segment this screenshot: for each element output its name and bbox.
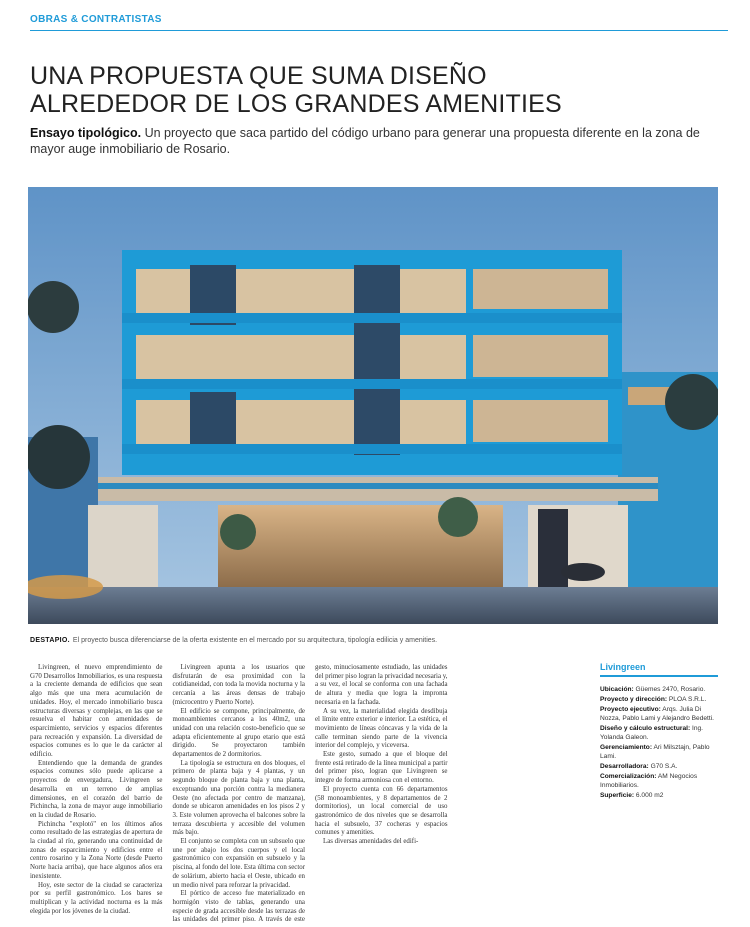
fact-label: Ubicación: [600, 686, 634, 693]
fact-label: Gerenciamiento: [600, 744, 653, 751]
section-tag: OBRAS & CONTRATISTAS [30, 14, 162, 25]
caption-text: El proyecto busca diferenciarse de la oferta existente en el mercado por su arquitectura, tipología edilicia y amenities. [72, 637, 438, 644]
fact-surface [600, 791, 718, 800]
fact-value: Ing. Yolanda Galeon. [600, 725, 703, 741]
fact-developer [600, 762, 718, 771]
headline-line-1: UNA PROPUESTA QUE SUMA DISEÑO [30, 62, 487, 90]
fact-project-direction [600, 695, 718, 704]
headline-line-2: ALREDEDOR DE LOS GRANDES AMENITIES [30, 90, 562, 118]
body-paragraph: La tipología se estructura en dos bloques, el primero de planta baja y 4 plantas, y un segundo bloque de planta baja y una planta, exceptuando una porción contra la medianera Oeste (no afectada por centro de manzana), donde se ubicaron amenidades en los pisos 2 y 3. Este volumen aprovecha el balcones sobre la terraza descubierta y accesible del volumen más bajo. [172, 759, 305, 837]
fact-structural-design [600, 724, 718, 742]
fact-label: Superficie: [600, 792, 635, 799]
fact-sales [600, 772, 718, 790]
body-paragraph: El proyecto cuenta con 66 departamentos (58 monoambientes, y 8 departamentos de 2 dormitorios), un local comercial de uso gastronómico de dos niveles que se desarrolla hacia el subsuelo, 37 cocheras y espacios comunes y amenities. [315, 785, 448, 837]
body-paragraph: El edificio se compone, principalmente, de monoambientes cercanos a los 40m2, una unidad con una relación costo-beneficio que se adapta eficientemente al grupo etario que está dirigido. Se proyectaron también departamentos de 2 dormitorios. [172, 707, 305, 759]
body-paragraph: Livingreen apunta a los usuarios que disfrutarán de esa proximidad con la cotidianeidad, con toda la movida nocturna y la cercanía a las áreas densas de trabajo (microcentro y Puerto Norte). [172, 664, 305, 706]
caption-label: DESTAPIO. [30, 637, 70, 644]
fact-executive-project [600, 705, 718, 723]
body-paragraph: Las diversas amenidades del edifi- [323, 838, 419, 846]
body-paragraph: El pórtico de acceso fue materializado en hormigón visto de tablas, generando una especie de grada accesible desde las terrazas de las unidades del primer piso. A través de este gesto, minuciosamente estudiado, las unidades del primer piso logran la privacidad necesaria y, a su vez, el local se conforma con una fachada de altura y media que logra la impronta necesaria en la fachada. [172, 664, 448, 924]
fact-value: AM Negocios Inmobiliarios. [600, 773, 698, 789]
body-paragraph: Hoy, este sector de la ciudad se caracteriza por su perfil gastronómico. Los bares se multiplican y la actividad nocturna es la más elegida por los jóvenes de la ciudad. [30, 881, 163, 915]
fact-label: Proyecto y dirección: [600, 696, 668, 703]
lead-label: Ensayo tipológico. [30, 126, 142, 140]
fact-label: Comercialización: [600, 773, 657, 780]
fact-label: Proyecto ejecutivo: [600, 706, 661, 713]
fact-value: Arqs. Julia Di Nozza, Pablo Lami y Alejandro Bedetti. [600, 706, 714, 722]
building-rendering-illustration [28, 187, 718, 624]
headline [30, 62, 730, 118]
body-paragraph: Pichincha "explotó" en los últimos años como resultado de las estrategias de apertura de la ciudad al río, generando una continuidad de zonas de esparcimiento y edificios entre el centro rosarino y la Zona Norte (desde Puerto Norte hacia arriba), que hace algunos años era inexistente. [30, 820, 163, 880]
fact-management [600, 743, 718, 761]
fact-location [600, 685, 718, 694]
sidebar-rule [600, 675, 718, 677]
photo-caption [30, 637, 720, 644]
fact-value: PLOA S.R.L. [667, 696, 707, 703]
lead-text: Un proyecto que saca partido del código urbano para generar una propuesta diferente en la zona de mayor auge inmobiliario de Rosario. [30, 126, 700, 156]
building-rendering-photo [28, 187, 718, 624]
fact-value: G70 S.A. [648, 763, 678, 770]
fact-label: Diseño y cálculo estructural: [600, 725, 691, 732]
top-rule [30, 30, 728, 31]
project-facts-sidebar [600, 662, 718, 801]
fact-value: Güemes 2470, Rosario. [633, 686, 706, 693]
body-paragraph: Livingreen, el nuevo emprendimiento de G70 Desarrollos Inmobiliarios, es una respuesta a la creciente demanda de edificios que sean algo más que una mera acumulación de unidades. Hoy, el mercado inmobiliario busca estructuras diversas y complejas, en las que se resuelva el habitar con amenidades de esparcimiento, servicios y espacios diferentes para recreación y expansión. La diversidad de espacios comunes es lo que le da carácter al edificio. [30, 664, 163, 759]
body-paragraph: Entendiendo que la demanda de grandes espacios comunes sólo puede aplicarse a proyectos de envergadura, Livingreen se desarrolla en un terreno de amplias dimensiones, en el corazón del barrio de Pichincha, la zona de mayor auge inmobiliario en la ciudad de Rosario. [30, 759, 163, 819]
sidebar-title: Livingreen [600, 662, 646, 672]
lead-paragraph [30, 125, 710, 157]
fact-label: Desarrolladora: [600, 763, 649, 770]
article-body [30, 664, 590, 926]
body-paragraph: A su vez, la materialidad elegida desdibuja el límite entre exterior e interior. La estética, el movimiento de líneas cóncavas y la vida de la calle terminan siendo parte de la vivencia interior del complejo, y viceversa. [315, 707, 448, 750]
body-paragraph: El conjunto se completa con un subsuelo que une por abajo los dos cuerpos y el local gastronómico con expansión en subsuelo y la piscina, al fondo del lote. Esta última con sector de solárium, abierto hacia el Oeste, ubicado en un medio nivel para reforzar la privacidad. [172, 838, 305, 889]
fact-value: 6.000 m2 [634, 792, 664, 799]
body-paragraph: Este gesto, sumado a que el bloque del frente está retirado de la línea municipal a partir del primer piso, logran que Livingreen se integre de forma armoniosa con el entorno. [315, 751, 448, 785]
fact-value: Ari Milsztajn, Pablo Lami. [600, 744, 710, 760]
